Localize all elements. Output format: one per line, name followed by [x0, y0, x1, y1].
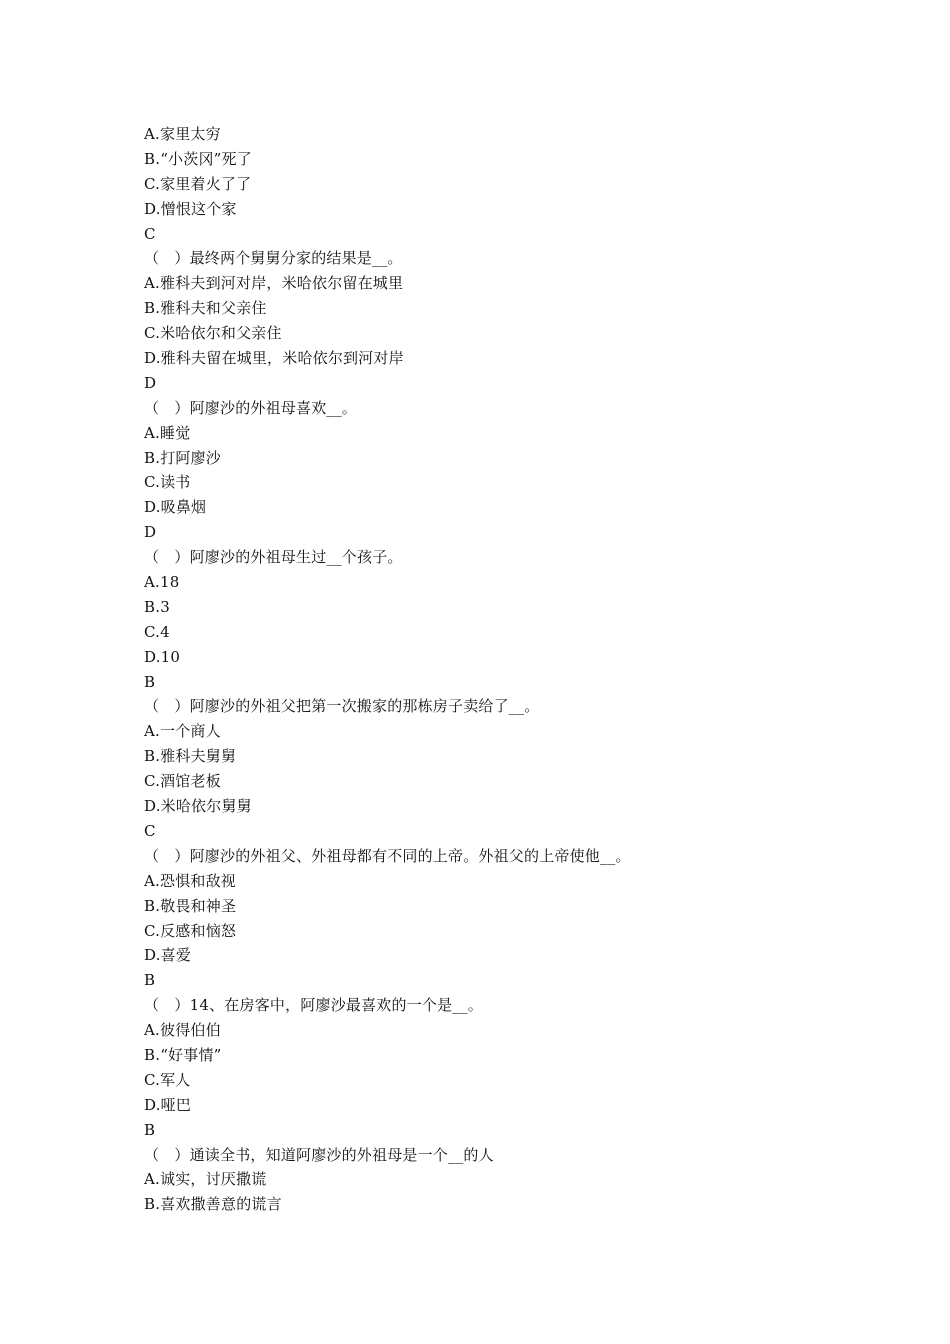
option-line: A.雅科夫到河对岸，米哈依尔留在城里	[144, 274, 404, 293]
option-line: C.读书	[144, 473, 191, 492]
option-line: D.雅科夫留在城里，米哈依尔到河对岸	[144, 349, 404, 368]
answer-line: B	[144, 971, 156, 990]
question-line: （ ）阿廖沙的外祖母生过__个孩子。	[144, 548, 403, 567]
option-line: B.雅科夫和父亲住	[144, 299, 267, 318]
option-line: A.彼得伯伯	[144, 1021, 221, 1040]
option-line: A.睡觉	[144, 423, 191, 442]
answer-line: B	[144, 672, 156, 691]
option-line: A.一个商人	[144, 722, 221, 741]
option-line: B.3	[144, 597, 170, 616]
question-line: （ ）通读全书，知道阿廖沙的外祖母是一个__的人	[144, 1145, 494, 1164]
option-line: D.哑巴	[144, 1095, 192, 1114]
option-line: A.18	[144, 573, 180, 592]
option-line: B.敬畏和神圣	[144, 896, 237, 915]
option-line: A.家里太穷	[144, 125, 221, 143]
option-line: B.打阿廖沙	[144, 448, 221, 467]
answer-line: C	[144, 821, 156, 840]
question-line: （ ）最终两个舅舅分家的结果是__。	[144, 249, 403, 268]
option-line: B.“好事情”	[144, 1045, 222, 1064]
option-line: D.米哈依尔舅舅	[144, 797, 252, 816]
answer-line: D	[144, 523, 157, 542]
question-line: （ ）阿廖沙的外祖父、外祖母都有不同的上帝。外祖父的上帝使他__。	[144, 846, 631, 865]
option-line: B.喜欢撒善意的谎言	[144, 1195, 282, 1214]
option-line: C.反感和恼怒	[144, 921, 237, 940]
option-line: C.军人	[144, 1070, 191, 1089]
document-body	[144, 122, 904, 1217]
question-line: （ ）阿廖沙的外祖父把第一次搬家的那栋房子卖给了__。	[144, 697, 540, 716]
option-line: C.4	[144, 622, 170, 641]
option-line: C.家里着火了了	[144, 174, 252, 193]
answer-line: C	[144, 224, 156, 243]
option-line: C.米哈依尔和父亲住	[144, 324, 282, 343]
answer-line: B	[144, 1120, 156, 1139]
option-line: B.雅科夫舅舅	[144, 747, 237, 766]
option-line: A.诚实，讨厌撒谎	[144, 1170, 267, 1189]
question-line: （ ）阿廖沙的外祖母喜欢__。	[144, 398, 358, 417]
question-line: （ ）14、在房客中，阿廖沙最喜欢的一个是__。	[144, 996, 483, 1015]
option-line: D.10	[144, 647, 181, 666]
option-line: D.喜爱	[144, 946, 192, 965]
option-line: B.“小茨冈”死了	[144, 149, 252, 168]
option-line: C.酒馆老板	[144, 772, 221, 791]
option-line: A.恐惧和敌视	[144, 871, 237, 890]
option-line: D.憎恨这个家	[144, 199, 237, 218]
answer-line: D	[144, 373, 157, 392]
option-line: D.吸鼻烟	[144, 498, 207, 517]
